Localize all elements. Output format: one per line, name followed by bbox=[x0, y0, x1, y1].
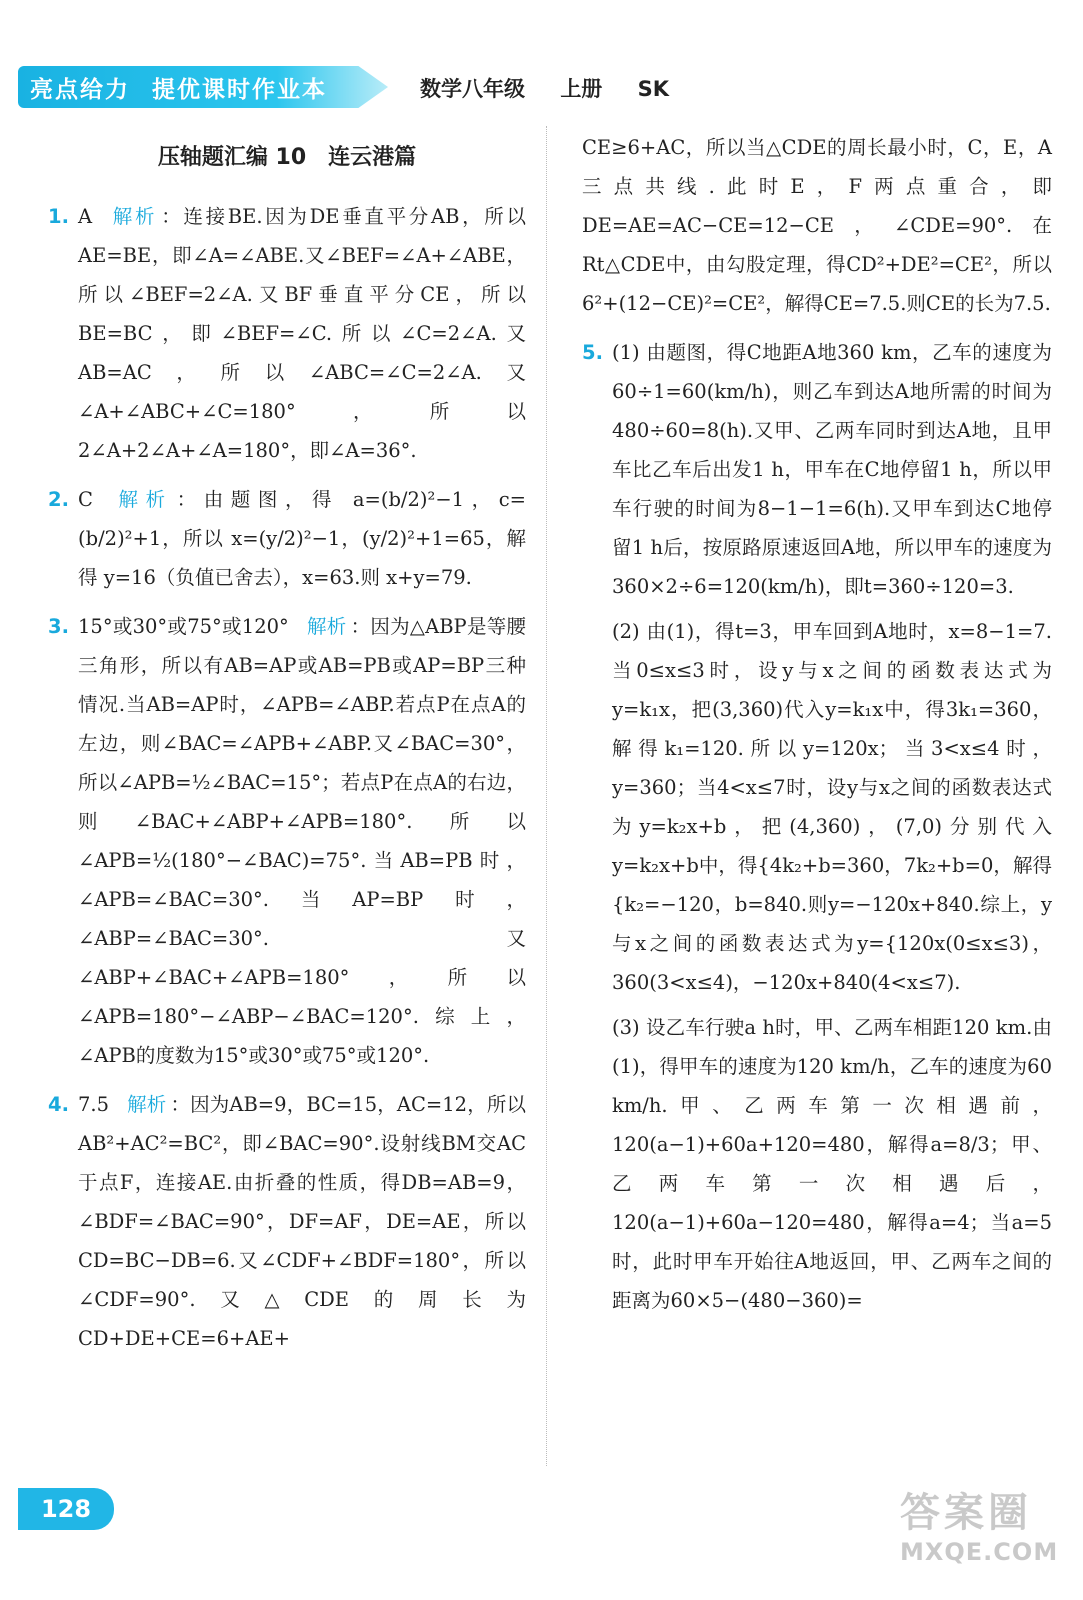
edition-name: SK bbox=[637, 77, 670, 101]
brand-left: 亮点给力 bbox=[30, 77, 130, 103]
item-number: 3. bbox=[48, 615, 69, 638]
item-answer: A bbox=[78, 205, 93, 228]
answer-item-1 bbox=[48, 197, 526, 470]
jiexi-label: 解析 bbox=[306, 615, 347, 638]
item-explanation: ：因为△ABP是等腰三角形，所以有AB=AP或AB=PB或AP=BP三种情况.当AB=AP时，∠APB=∠ABP.若点P在点A的左边，则∠BAC=∠APB+∠ABP.又∠BAC=30°，所以∠APB=½∠BAC=15°；若点P在点A的右边，则∠BAC+∠ABP+∠APB=180°.所以∠APB=½(180°−∠BAC)=75°.当AB=PB时，∠APB=∠BAC=30°.当AP=BP时，∠ABP=∠BAC=30°.又∠ABP+∠BAC+∠APB=180°，所以∠APB=180°−∠ABP−∠BAC=120°.综上，∠APB的度数为15°或30°或75°或120°. bbox=[78, 615, 526, 1067]
item-number: 4. bbox=[48, 1093, 69, 1116]
item-explanation: ：由题图，得 a=(b/2)²−1，c=(b/2)²+1，所以 x=(y/2)²−1，(y/2)²+1=65，解得 y=16（负值已舍去），x=63.则 x+y=79. bbox=[78, 488, 526, 589]
volume-name: 上册 bbox=[560, 77, 603, 101]
page-title: 压轴题汇编 10 连云港篇 bbox=[157, 145, 417, 170]
subject-name: 数学八年级 bbox=[420, 77, 525, 101]
item-explanation: ：连接BE.因为DE垂直平分AB，所以AE=BE，即∠A=∠ABE.又∠BEF=∠A+∠ABE，所以∠BEF=2∠A.又BF垂直平分CE，所以BE=BC，即∠BEF=∠C.所以∠C=2∠A.又AB=AC，所以∠ABC=∠C=2∠A.又∠A+∠ABC+∠C=180°，所以2∠A+2∠A+∠A=180°，即∠A=36°. bbox=[78, 205, 526, 462]
item-5-part-3: (3) 设乙车行驶a h时，甲、乙两车相距120 km.由(1)，得甲车的速度为120 km/h，乙车的速度为60 km/h.甲、乙两车第一次相遇前，120(a−1)+60a+120=480，解得a=8/3；甲、乙两车第一次相遇后，120(a−1)+60a−120=480，解得a=4；当a=5时，此时甲车开始往A地返回，甲、乙两车之间的距离为60×5−(480−360)= bbox=[612, 1016, 1052, 1312]
answer-item-4 bbox=[48, 1085, 526, 1358]
item-answer: C bbox=[78, 488, 93, 511]
item-answer: 15°或30°或75°或120° bbox=[78, 615, 289, 638]
item-number: 1. bbox=[48, 205, 69, 228]
jiexi-label: 解析 bbox=[110, 205, 158, 228]
watermark-url: MXQE.COM bbox=[900, 1538, 1059, 1566]
item-5-part-2: (2) 由(1)，得t=3，甲车回到A地时，x=8−1=7.当0≤x≤3时，设y与x之间的函数表达式为y=k₁x，把(3,360)代入y=k₁x中，得3k₁=360，解得k₁=120.所以y=120x；当3<x≤4时，y=360；当4<x≤7时，设y与x之间的函数表达式为y=k₂x+b，把(4,360)，(7,0)分别代入y=k₂x+b中，得{4k₂+b=360，7k₂+b=0，解得{k₂=−120，b=840.则y=−120x+840.综上，y与x之间的函数表达式为y={120x(0≤x≤3)，360(3<x≤4)，−120x+840(4<x≤7). bbox=[612, 620, 1052, 994]
jiexi-label: 解析 bbox=[110, 488, 173, 511]
page-number: 128 bbox=[18, 1488, 114, 1530]
answer-item-5 bbox=[582, 333, 1052, 1320]
item-number: 2. bbox=[48, 488, 69, 511]
item-explanation: ：因为AB=9，BC=15，AC=12，所以AB²+AC²=BC²，即∠BAC=90°.设射线BM交AC于点F，连接AE.由折叠的性质，得DB=AB=9，∠BDF=∠BAC=90°，DF=AF，DE=AE，所以CD=BC−DB=6.又∠CDF+∠BDF=180°，所以∠CDF=90°.又△CDE的周长为CD+DE+CE=6+AE+ bbox=[78, 1093, 526, 1350]
item-5-part-1: (1) 由题图，得C地距A地360 km，乙车的速度为60÷1=60(km/h)，则乙车到达A地所需的时间为480÷60=8(h).又甲、乙两车同时到达A地，且甲车比乙车后出发1 h，甲车在C地停留1 h，所以甲车行驶的时间为8−1−1=6(h).又甲车到达C地停留1 h后，按原路原速返回A地，所以甲车的速度为360×2÷6=120(km/h)，即t=360÷120=3. bbox=[612, 341, 1052, 598]
item-number: 5. bbox=[582, 341, 603, 364]
item-4-continuation: CE≥6+AC，所以当△CDE的周长最小时，C，E，A三点共线.此时E，F两点重合，即DE=AE=AC−CE=12−CE，∠CDE=90°.在Rt△CDE中，由勾股定理，得CD²+DE²=CE²，所以6²+(12−CE)²=CE²，解得CE=7.5.则CE的长为7.5. bbox=[582, 136, 1052, 315]
series-brand bbox=[30, 71, 327, 104]
left-column bbox=[48, 128, 526, 1368]
watermark-logo-text: 答案圈 bbox=[900, 1490, 1032, 1536]
answer-item-2 bbox=[48, 480, 526, 597]
watermark bbox=[900, 1488, 1070, 1588]
subject-line bbox=[420, 73, 697, 103]
column-divider bbox=[546, 126, 547, 1466]
jiexi-label: 解析 bbox=[127, 1093, 167, 1116]
answer-item-3 bbox=[48, 607, 526, 1075]
item-answer: 7.5 bbox=[78, 1093, 110, 1116]
brand-right: 提优课时作业本 bbox=[152, 77, 327, 103]
right-column bbox=[582, 128, 1052, 1330]
